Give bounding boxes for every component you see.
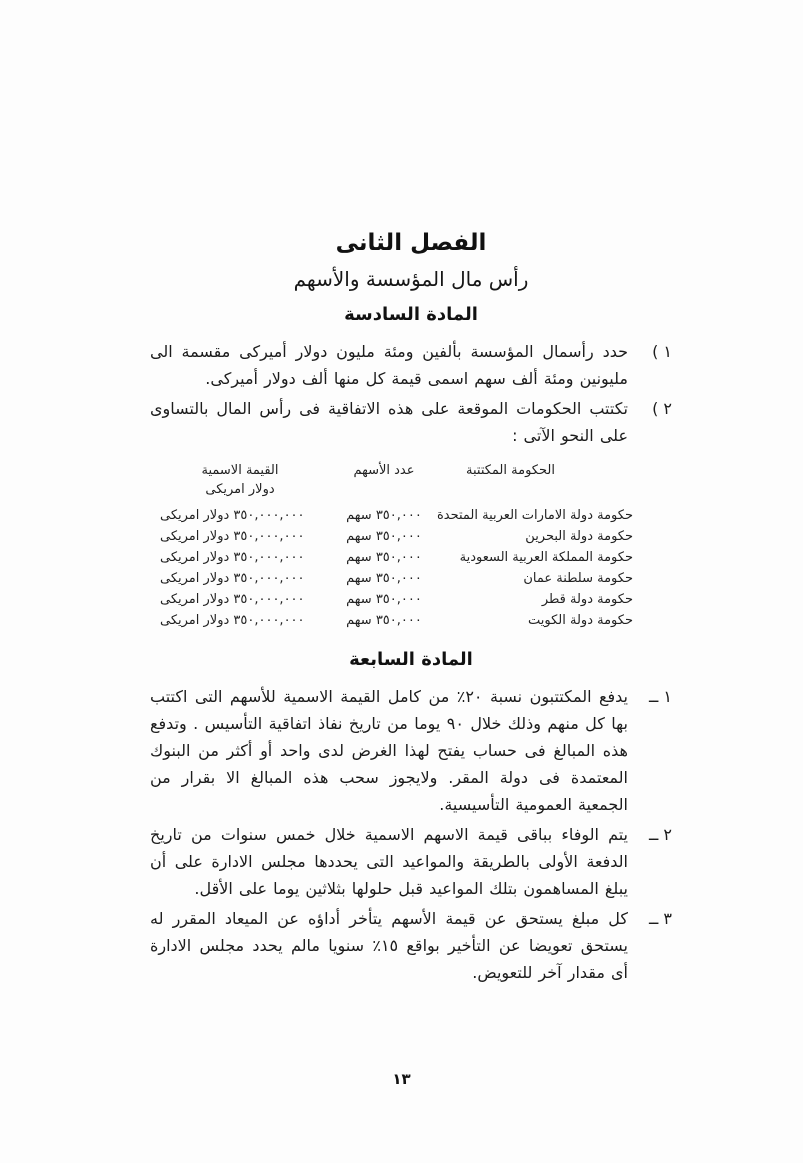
article-6-clauses — [150, 338, 672, 449]
article-7-heading: المادة السابعة — [349, 649, 473, 670]
clause-number: ١ ــ — [648, 687, 672, 706]
government-cell: حكومة دولة قطر — [541, 592, 633, 607]
page-number: ١٣ — [392, 1070, 411, 1088]
col-header-value — [160, 461, 320, 499]
government-cell: حكومة المملكة العربية السعودية — [459, 550, 633, 565]
government-cell: حكومة سلطنة عمان — [523, 571, 633, 586]
government-cell: حكومة دولة البحرين — [525, 529, 633, 544]
article-7-clauses — [150, 683, 672, 986]
clause-text: كل مبلغ يستحق عن قيمة الأسهم يتأخر أداؤه عن الميعاد المقرر له يستحق تعويضا عن التأخير بواقع ١٥٪ سنويا مالم يحدد مجلس الادارة أى مقدار آخر للتعويض. — [150, 909, 629, 982]
table-row — [160, 526, 633, 547]
table-header-row — [160, 461, 633, 499]
value-cell: ٣٥٠,٠٠٠,٠٠٠ دولار امريكى — [160, 529, 305, 544]
subscription-table — [160, 461, 633, 631]
clause-text: يتم الوفاء بباقى قيمة الاسهم الاسمية خلال خمس سنوات من تاريخ الدفعة الأولى بالطريقة والمواعيد التى يحددها مجلس الادارة على أن يبلغ المساهمون بتلك المواعيد قبل حلولها بثلاثين يوما على الأقل. — [150, 825, 628, 898]
clause-text: حدد رأسمال المؤسسة بألفين ومئة مليون دولار أميركى مقسمة الى مليونين ومئة ألف سهم اسمى قيمة كل منها ألف دولار أميركى. — [150, 342, 628, 388]
chapter-subtitle: رأس مال المؤسسة والأسهم — [293, 267, 529, 291]
col-header-government: الحكومة المكتتبة — [466, 463, 555, 478]
col-header-value-line2: دولار امريكى — [205, 482, 275, 497]
shares-cell: ٣٥٠,٠٠٠ سهم — [346, 613, 422, 628]
shares-cell: ٣٥٠,٠٠٠ سهم — [346, 592, 422, 607]
article-6-clause-2 — [150, 395, 672, 449]
government-cell: حكومة دولة الكويت — [528, 613, 633, 628]
clause-number: ٢ ــ — [648, 825, 672, 844]
table-row — [160, 568, 633, 589]
page-content — [150, 0, 672, 989]
article-7-clause-2 — [150, 821, 672, 902]
col-header-shares: عدد الأسهم — [353, 463, 415, 478]
clause-number: ٣ ــ — [648, 909, 672, 928]
article-7-clause-3 — [150, 905, 672, 986]
article-7-clause-1 — [150, 683, 672, 818]
table-row — [160, 589, 633, 610]
table-row — [160, 505, 633, 526]
clause-number: ٢ ) — [652, 399, 672, 418]
table-row — [160, 547, 633, 568]
government-cell: حكومة دولة الامارات العربية المتحدة — [436, 508, 633, 523]
clause-text: تكتتب الحكومات الموقعة على هذه الاتفاقية فى رأس المال بالتساوى على النحو الآتى : — [150, 399, 628, 445]
shares-cell: ٣٥٠,٠٠٠ سهم — [346, 508, 422, 523]
clause-number: ١ ) — [652, 342, 672, 361]
article-6-clause-1 — [150, 338, 672, 392]
article-6-heading: المادة السادسة — [344, 304, 478, 325]
shares-cell: ٣٥٠,٠٠٠ سهم — [346, 550, 422, 565]
value-cell: ٣٥٠,٠٠٠,٠٠٠ دولار امريكى — [160, 592, 305, 607]
shares-cell: ٣٥٠,٠٠٠ سهم — [346, 571, 422, 586]
value-cell: ٣٥٠,٠٠٠,٠٠٠ دولار امريكى — [160, 550, 305, 565]
clause-text: يدفع المكتتبون نسبة ٢٠٪ من كامل القيمة الاسمية للأسهم التى اكتتب بها كل منهم وذلك خلال ٩٠ يوما من تاريخ نفاذ اتفاقية التأسيس . وتدفع هذه المبالغ فى حساب يفتح لهذا الغرض لدى واحد أو أكثر من البنوك المعتمدة فى دولة المقر. ولايجوز سحب هذه المبالغ الا بقرار من الجمعية العمومية التأسيسية. — [150, 687, 628, 814]
table-row — [160, 610, 633, 631]
col-header-value-line1: القيمة الاسمية — [201, 463, 279, 478]
chapter-title: الفصل الثانى — [335, 230, 487, 256]
value-cell: ٣٥٠,٠٠٠,٠٠٠ دولار امريكى — [160, 508, 305, 523]
shares-cell: ٣٥٠,٠٠٠ سهم — [346, 529, 422, 544]
value-cell: ٣٥٠,٠٠٠,٠٠٠ دولار امريكى — [160, 613, 305, 628]
value-cell: ٣٥٠,٠٠٠,٠٠٠ دولار امريكى — [160, 571, 305, 586]
